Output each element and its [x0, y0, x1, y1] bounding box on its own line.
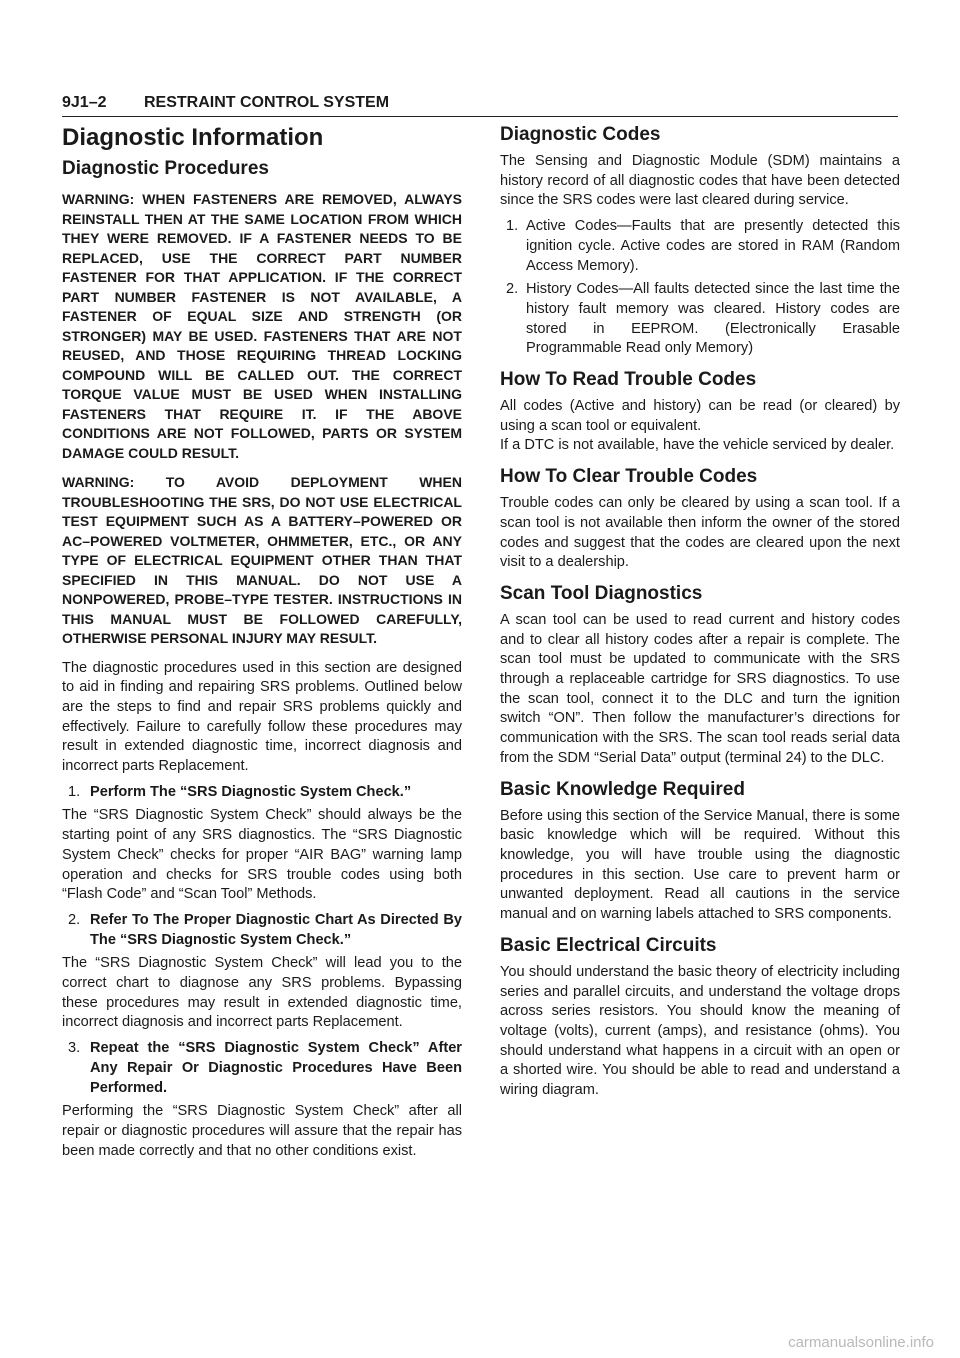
watermark: carmanualsonline.info	[788, 1334, 934, 1351]
step-body: The “SRS Diagnostic System Check” should always be the starting point of any SRS diagnostics. The “SRS Diagnostic System Check” checks for proper “AIR BAG” warning lamp operation and checks for SRS trouble codes using both “Flash Code” and “Scan Tool” Methods.	[62, 807, 462, 903]
left-column	[62, 122, 462, 1167]
read-codes-p1: All codes (Active and history) can be read (or cleared) by using a scan tool or equivalent.	[500, 398, 900, 434]
list-item	[500, 217, 900, 276]
step-2	[62, 911, 462, 950]
step-number: 3.	[68, 1040, 81, 1057]
step-number: 2.	[68, 911, 81, 928]
circuits-title: Basic Electrical Circuits	[500, 934, 717, 956]
step-title: Repeat the “SRS Diagnostic System Check” After Any Repair Or Diagnostic Procedures Have Been Performed.	[90, 1040, 462, 1096]
read-codes-title: How To Read Trouble Codes	[500, 369, 757, 391]
circuits-p1: You should understand the basic theory of electricity including series and parallel circuits, and understand the voltage drops across series resistors. You should know the meaning of voltage (volts), current (amps), and resistance (ohms). You should understand what happens in a circuit with an open or a shorted wire. You should be able to read and understand a wiring diagram.	[500, 963, 900, 1099]
right-column	[500, 122, 900, 1107]
step-3	[62, 1039, 462, 1098]
section-title: Diagnostic Information	[62, 124, 324, 151]
page-header	[62, 92, 898, 117]
step-title: Perform The “SRS Diagnostic System Check.”	[90, 783, 412, 800]
intro-paragraph: The diagnostic procedures used in this section are designed to aid in finding and repairing SRS problems. Outlined below are the steps to find and repair SRS problems quickly and effectively. Failure to carefully follow these procedures may result in extended diagnostic time, incorrect diagnosis and incorrect parts Replacement.	[62, 659, 462, 775]
step-title: Refer To The Proper Diagnostic Chart As Directed By The “SRS Diagnostic System Check.”	[90, 911, 462, 948]
step-1	[62, 783, 462, 803]
list-text: History Codes—All faults detected since the last time the history fault memory was cleared. History codes are stored in EEPROM. (Electronically Erasable Programmable Read only Memory)	[526, 281, 900, 357]
diagnostic-codes-intro: The Sensing and Diagnostic Module (SDM) maintains a history record of all diagnostic codes that have been detected since the SRS codes were last cleared during service.	[500, 153, 900, 209]
list-number: 2.	[506, 281, 519, 298]
list-text: Active Codes—Faults that are presently detected this ignition cycle. Active codes are stored in RAM (Random Access Memory).	[526, 218, 900, 274]
diagnostic-codes-title: Diagnostic Codes	[500, 124, 661, 145]
clear-codes-p1: Trouble codes can only be cleared by using a scan tool. If a scan tool is not available then inform the owner of the stored codes and suggest that the codes are cleared upon the next visit to a dealership.	[500, 495, 900, 571]
page-title: RESTRAINT CONTROL SYSTEM	[144, 94, 390, 111]
step-body: Performing the “SRS Diagnostic System Check” after all repair or diagnostic procedures will assure that the repair has been made correctly and that no other conditions exist.	[62, 1103, 462, 1159]
step-body: The “SRS Diagnostic System Check” will lead you to the correct chart to diagnose any SRS problems. Bypassing these procedures may result in extended diagnostic time, incorrect diagnosis and incorrect parts Replacement.	[62, 955, 462, 1031]
list-number: 1.	[506, 218, 519, 235]
fastener-warning: WARNING: WHEN FASTENERS ARE REMOVED, ALWAYS REINSTALL THEN AT THE SAME LOCATION FROM WHICH THEY WERE REMOVED. IF A FASTENER NEEDS TO BE REPLACED, USE THE CORRECT PART NUMBER FASTENER FOR THAT APPLICATION. IF THE CORRECT PART NUMBER FASTENER IS NOT AVAILABLE, A FASTENER OF EQUAL SIZE AND STRENGTH (OR STRONGER) MAY BE USED. FASTENERS THAT ARE NOT REUSED, AND THOSE REQUIRING THREAD LOCKING COMPOUND WILL BE CALLED OUT. THE CORRECT TORQUE VALUE MUST BE USED WHEN INSTALLING FASTENERS THAT REQUIRE IT. IF THE ABOVE CONDITIONS ARE NOT FOLLOWED, PARTS OR SYSTEM DAMAGE COULD RESULT.	[62, 191, 462, 461]
read-codes-p2: If a DTC is not available, have the vehicle serviced by dealer.	[500, 437, 895, 454]
list-item	[500, 280, 900, 359]
scan-tool-p1: A scan tool can be used to read current and history codes and to clear all history codes after a repair is complete. The scan tool must be updated to communicate with the SRS through a replaceable cartridge for SRS diagnostics. To use the scan tool, connect it to the DLC and turn the ignition switch “ON”. Then follow the manufacturer’s directions for communication with the SRS. The scan tool reads serial data from the SDM “Serial Data” output (terminal 24) to the DLC.	[500, 611, 900, 766]
subsection-title: Diagnostic Procedures	[62, 158, 269, 179]
deployment-warning: WARNING: TO AVOID DEPLOYMENT WHEN TROUBLESHOOTING THE SRS, DO NOT USE ELECTRICAL TEST EQUIPMENT SUCH AS A BATTERY–POWERED OR AC–POWERED VOLTMETER, OHMMETER, ETC., OR ANY TYPE OF ELECTRICAL EQUIPMENT OTHER THAN THAT SPECIFIED IN THIS MANUAL. DO NOT USE A NONPOWERED, PROBE–TYPE TESTER. INSTRUCTIONS IN THIS MANUAL MUST BE FOLLOWED CAREFULLY, OTHERWISE PERSONAL INJURY MAY RESULT.	[62, 474, 462, 646]
clear-codes-title: How To Clear Trouble Codes	[500, 466, 758, 488]
scan-tool-title: Scan Tool Diagnostics	[500, 582, 703, 604]
knowledge-title: Basic Knowledge Required	[500, 778, 745, 800]
step-number: 1.	[68, 783, 81, 800]
page-number: 9J1–2	[62, 94, 107, 111]
knowledge-p1: Before using this section of the Service Manual, there is some basic knowledge which will be required. Without this knowledge, you will have trouble using the diagnostic procedures in this section. Use care to prevent harm or unwanted deployment. Read all cautions in the service manual and on warning labels attached to SRS components.	[500, 807, 900, 923]
